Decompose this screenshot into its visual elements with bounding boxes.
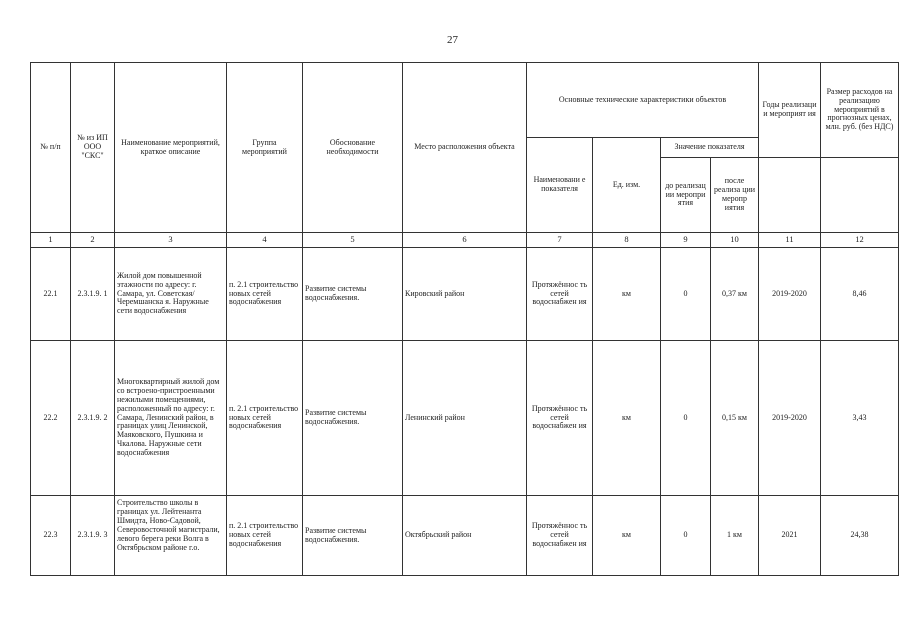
- header-years: Годы реализаци и мероприят ия: [759, 63, 821, 158]
- cell-indicator: Протяжённос ть сетей водоснабжен ия: [527, 248, 593, 341]
- column-number: 6: [403, 233, 527, 248]
- cell-num: 22.2: [31, 341, 71, 496]
- cell-indicator: Протяжённос ть сетей водоснабжен ия: [527, 496, 593, 576]
- column-number: 11: [759, 233, 821, 248]
- column-number: 7: [527, 233, 593, 248]
- cell-name: Жилой дом повышенной этажности по адресу: г. Самара, ул. Советская/Черемшанска я. Наружные сети водоснабжения: [115, 248, 227, 341]
- column-number: 12: [821, 233, 899, 248]
- header-tech-characteristics: Основные технические характеристики объектов: [527, 63, 759, 138]
- column-number: 10: [711, 233, 759, 248]
- cell-num: 22.3: [31, 496, 71, 576]
- table-row: [31, 496, 899, 576]
- header-cost: Размер расходов на реализацию мероприятий в прогнозных ценах, млн. руб. (без НДС): [821, 63, 899, 158]
- column-number: 2: [71, 233, 115, 248]
- cell-after: 0,37 км: [711, 248, 759, 341]
- header-num: № п/п: [31, 63, 71, 233]
- column-number: 1: [31, 233, 71, 248]
- cell-reason: Развитие системы водоснабжения.: [303, 248, 403, 341]
- cell-before: 0: [661, 248, 711, 341]
- cell-cost: 3,43: [821, 341, 899, 496]
- cell-reason: Развитие системы водоснабжения.: [303, 341, 403, 496]
- cell-reason: Развитие системы водоснабжения.: [303, 496, 403, 576]
- header-value: Значение показателя: [661, 138, 759, 158]
- header-group: Группа мероприятий: [227, 63, 303, 233]
- cell-ip-num: 2.3.1.9. 3: [71, 496, 115, 576]
- cell-group: п. 2.1 строительство новых сетей водоснабжения: [227, 496, 303, 576]
- table-row: [31, 341, 899, 496]
- header-cost-cont: [821, 158, 899, 233]
- cell-num: 22.1: [31, 248, 71, 341]
- cell-ip-num: 2.3.1.9. 2: [71, 341, 115, 496]
- cell-ip-num: 2.3.1.9. 1: [71, 248, 115, 341]
- header-unit: Ед. изм.: [593, 138, 661, 233]
- cell-location: Ленинский район: [403, 341, 527, 496]
- cell-unit: км: [593, 341, 661, 496]
- header-location: Место расположения объекта: [403, 63, 527, 233]
- cell-before: 0: [661, 496, 711, 576]
- cell-group: п. 2.1 строительство новых сетей водоснабжения: [227, 248, 303, 341]
- column-number: 5: [303, 233, 403, 248]
- header-reason: Обоснование необходимости: [303, 63, 403, 233]
- cell-group: п. 2.1 строительство новых сетей водоснабжения: [227, 341, 303, 496]
- table-row: [31, 248, 899, 341]
- cell-name: Многоквартирный жилой дом со встроено-пристроенными нежилыми помещениями, расположенный по адресу: г. Самара, Ленинский район, в границах улиц Ленинской, Маяковского, Пушкина и Чкалова. Наружные сети водоснабжения: [115, 341, 227, 496]
- cell-cost: 24,38: [821, 496, 899, 576]
- cell-unit: км: [593, 496, 661, 576]
- column-number: 4: [227, 233, 303, 248]
- investment-program-table: [30, 62, 899, 576]
- header-before: до реализац ии меропри ятия: [661, 158, 711, 233]
- cell-years: 2019-2020: [759, 341, 821, 496]
- column-number: 9: [661, 233, 711, 248]
- cell-location: Кировский район: [403, 248, 527, 341]
- header-years-cont: [759, 158, 821, 233]
- header-indicator: Наименовани е показателя: [527, 138, 593, 233]
- header-ip-num: № из ИП ООО "СКС": [71, 63, 115, 233]
- column-number: 3: [115, 233, 227, 248]
- cell-unit: км: [593, 248, 661, 341]
- cell-after: 0,15 км: [711, 341, 759, 496]
- column-number: 8: [593, 233, 661, 248]
- cell-location: Октябрьский район: [403, 496, 527, 576]
- cell-years: 2021: [759, 496, 821, 576]
- cell-after: 1 км: [711, 496, 759, 576]
- cell-name: Строительство школы в границах ул. Лейтенанта Шмидта, Ново-Садовой, Северовосточной магистрали, левого берега реки Волга в Октябрьском районе г.о.: [115, 496, 227, 576]
- cell-indicator: Протяжённос ть сетей водоснабжен ия: [527, 341, 593, 496]
- cell-years: 2019-2020: [759, 248, 821, 341]
- cell-cost: 8,46: [821, 248, 899, 341]
- header-after: после реализа ции меропр иятия: [711, 158, 759, 233]
- page-number: 27: [447, 34, 458, 46]
- header-name: Наименование мероприятий, краткое описание: [115, 63, 227, 233]
- cell-before: 0: [661, 341, 711, 496]
